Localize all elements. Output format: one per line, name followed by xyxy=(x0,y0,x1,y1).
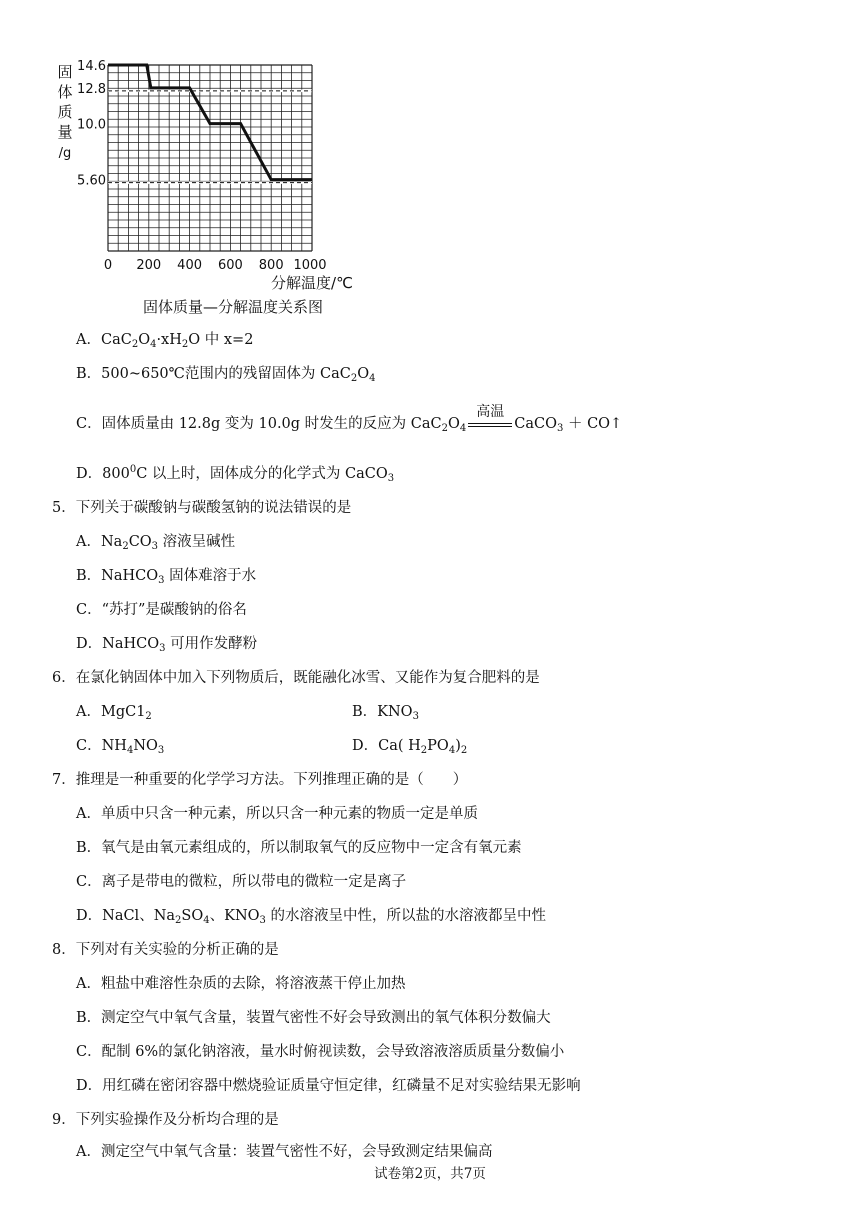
q7-option-b: B．氧气是由氧元素组成的，所以制取氧气的反应物中一定含有氧元素 xyxy=(76,840,522,856)
page-footer: 试卷第2页，共7页 xyxy=(374,1166,486,1182)
q5-option-c: C．“苏打”是碳酸钠的俗名 xyxy=(76,602,247,618)
x-tick-label: 0 xyxy=(103,258,113,273)
q7-option-a: A．单质中只含一种元素，所以只含一种元素的物质一定是单质 xyxy=(76,806,478,822)
chart-title: 固体质量—分解温度关系图 xyxy=(142,298,324,316)
reaction-condition xyxy=(466,404,514,434)
q8-stem: 8．下列对有关实验的分析正确的是 xyxy=(52,942,279,958)
q6-option-d: D．Ca( $H_2PO_4)_2$ xyxy=(352,738,468,756)
y-tick-label: 12.8 xyxy=(77,81,106,97)
q7-option-d: D．NaCl、$Na_2SO_4$、$KNO_3$ 的水溶液呈中性，所以盐的水溶液都呈中性 xyxy=(76,908,547,926)
q5-option-a: A．$Na_2CO_3$ 溶液呈碱性 xyxy=(76,534,236,552)
y-axis-label xyxy=(57,63,72,161)
x-tick-label: 400 xyxy=(177,258,203,273)
y-tick-label: 5.60 xyxy=(77,173,106,189)
q5-option-d: D．NaHCO$_3$ 可用作发酵粉 xyxy=(76,636,258,654)
q8-option-a: A．粗盐中难溶性杂质的去除，将溶液蒸干停止加热 xyxy=(76,976,406,992)
q9-option-a: A．测定空气中氧气含量：装置气密性不好，会导致测定结果偏高 xyxy=(76,1144,493,1160)
q7-stem: 7．推理是一种重要的化学学习方法。下列推理正确的是（ ） xyxy=(52,772,468,788)
chart-grid xyxy=(108,65,312,251)
x-tick-labels xyxy=(104,258,327,273)
q7-option-c: C．离子是带电的微粒，所以带电的微粒一定是离子 xyxy=(76,874,407,890)
q4-option-a: A．$CaC_2O_4\cdot xH_2O$ 中 x=2 xyxy=(76,332,254,350)
q6-option-b: B．$KNO_3$ xyxy=(352,704,419,722)
q4-option-d: D．$800^0C$ 以上时，固体成分的化学式为 CaCO$_3$ xyxy=(76,464,395,484)
y-tick-label: 14.6 xyxy=(77,59,106,74)
q4-option-b: B．500~650℃范围内的残留固体为 $CaC_2O_4$ xyxy=(76,366,376,384)
q8-option-b: B．测定空气中氧气含量，装置气密性不好会导致测出的氧气体积分数偏大 xyxy=(76,1010,551,1026)
q4-option-c-suffix: CaCO$_3$ ＋ CO↑ xyxy=(514,416,623,434)
x-tick-label: 800 xyxy=(258,258,284,273)
x-tick-label: 600 xyxy=(217,258,243,273)
q8-option-d: D．用红磷在密闭容器中燃烧验证质量守恒定律，红磷量不足对实验结果无影响 xyxy=(76,1078,581,1094)
q4-option-c xyxy=(76,404,623,434)
q5-stem: 5．下列关于碳酸钠与碳酸氢钠的说法错误的是 xyxy=(52,500,352,516)
x-tick-label: 1000 xyxy=(293,258,327,273)
q6-stem: 6．在氯化钠固体中加入下列物质后，既能融化冰雪、又能作为复合肥料的是 xyxy=(52,670,540,686)
q6-option-a: A．$MgC1_2$ xyxy=(76,704,152,722)
x-tick-label: 200 xyxy=(136,258,162,273)
y-tick-label: 10.0 xyxy=(77,117,106,133)
q5-option-b: B．NaHCO$_3$ 固体难溶于水 xyxy=(76,568,257,586)
y-axis-label-char: 质 xyxy=(57,103,73,121)
y-axis-label-char: 量 xyxy=(57,123,73,141)
mass-temperature-chart xyxy=(50,55,410,320)
q9-stem: 9．下列实验操作及分析均合理的是 xyxy=(52,1112,279,1128)
y-tick-labels xyxy=(77,59,106,189)
q4-option-c-prefix: C．固体质量由 12.8g 变为 10.0g 时发生的反应为 $CaC_2O_4$ xyxy=(76,416,467,434)
y-axis-label-char: 体 xyxy=(57,83,73,101)
x-axis-label: 分解温度/℃ xyxy=(271,274,353,292)
y-axis-unit: /g xyxy=(58,146,72,161)
q6-option-c: C．$NH_4NO_3$ xyxy=(76,738,165,756)
q8-option-c: C．配制 6%的氯化钠溶液，量水时俯视读数，会导致溶液溶质质量分数偏小 xyxy=(76,1044,565,1060)
reaction-condition-label: 高温 xyxy=(476,404,505,420)
y-axis-label-char: 固 xyxy=(57,63,73,81)
